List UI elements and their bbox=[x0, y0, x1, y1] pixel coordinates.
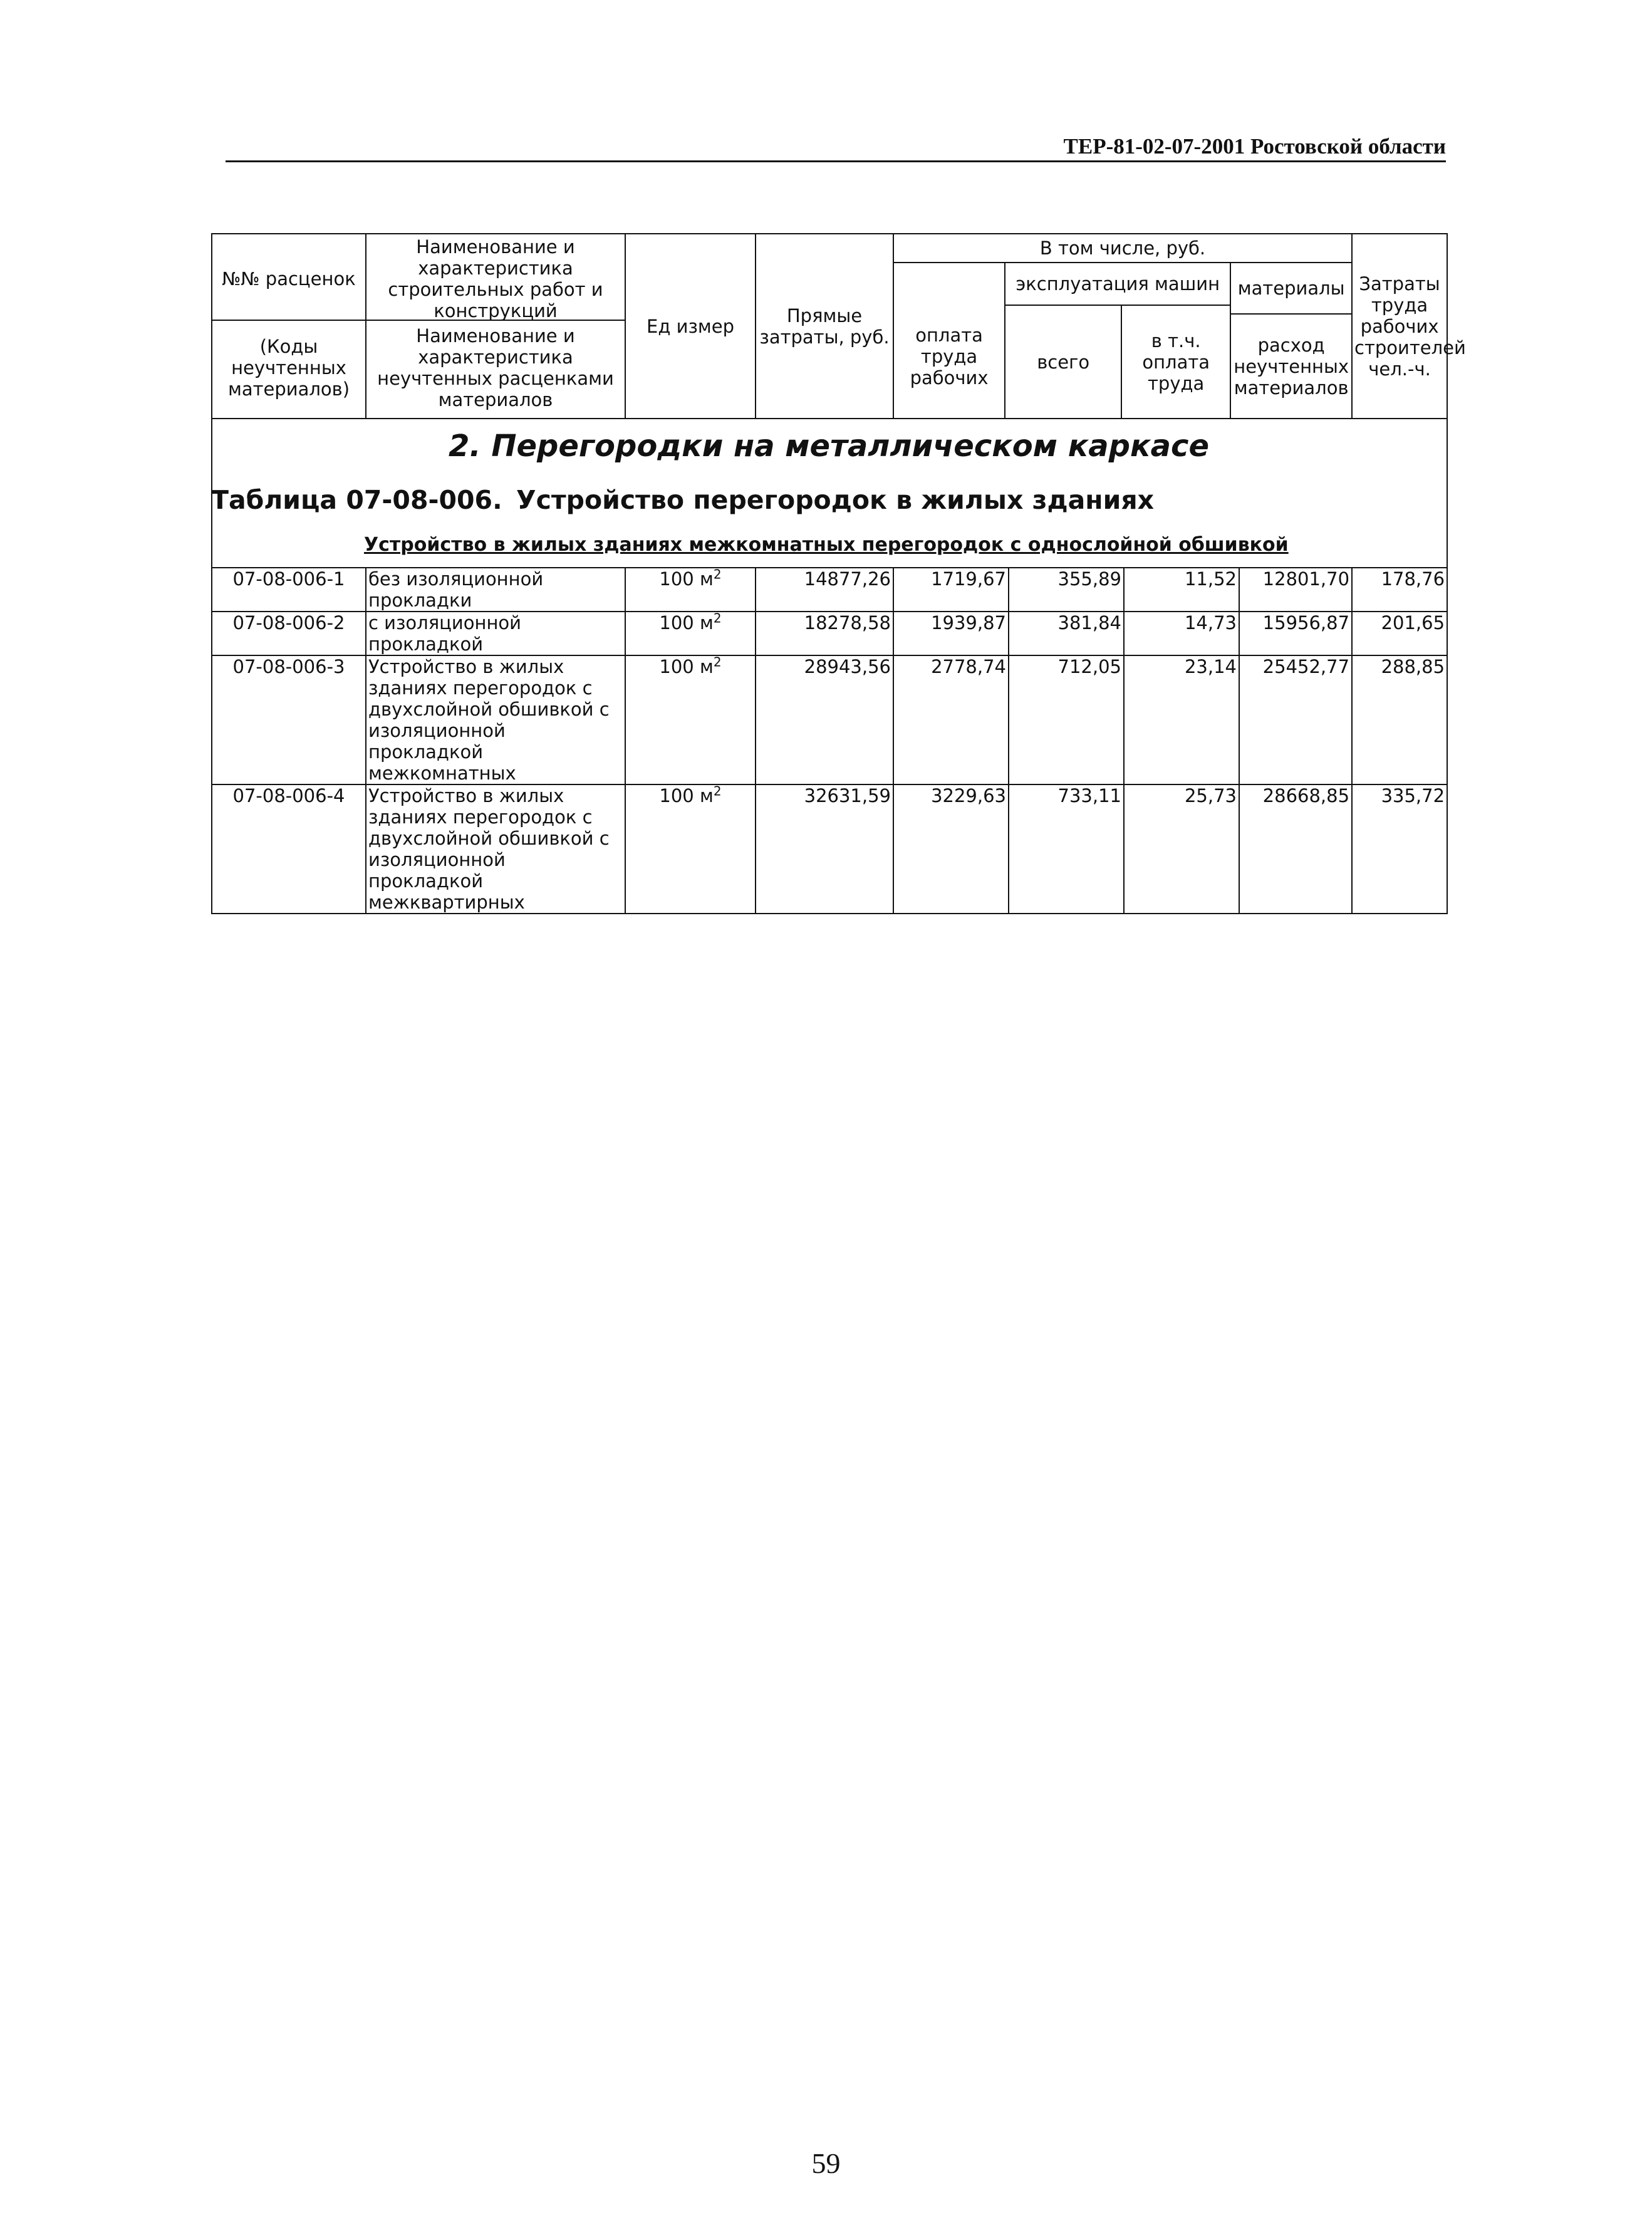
row-name: без изоляционной прокладки bbox=[366, 568, 625, 612]
row-machines-labor: 11,52 bbox=[1124, 568, 1239, 612]
row-machines-total: 712,05 bbox=[1009, 655, 1124, 784]
rates-table bbox=[211, 233, 1466, 914]
row-machines-total: 355,89 bbox=[1009, 568, 1124, 612]
table-label: Таблица bbox=[211, 485, 338, 515]
row-unit: 100 $м^2$ bbox=[625, 568, 756, 612]
row-materials: 28668,85 bbox=[1239, 784, 1352, 914]
row-direct-costs: 28943,56 bbox=[756, 655, 893, 784]
header-materials: материалы bbox=[1231, 263, 1351, 315]
header-materials-consumption: расход неучтенных материалов bbox=[1234, 334, 1349, 399]
subsection-title: Устройство в жилых зданиях межкомнатных перегородок с однослойной обшивкой bbox=[364, 534, 1289, 556]
row-name: Устройство в жилых зданиях перегородок с двухслойной обшивкой с изоляционной прокладкой межкомнатных bbox=[366, 655, 625, 784]
header-code-top: №№ расценок bbox=[212, 238, 365, 321]
document-header bbox=[226, 132, 1446, 162]
row-direct-costs: 14877,26 bbox=[756, 568, 893, 612]
header-labor-cost: Затраты труда рабочих строителей чел.-ч. bbox=[1352, 234, 1447, 419]
row-labor-cost: 201,65 bbox=[1352, 612, 1447, 655]
row-labor-cost: 288,85 bbox=[1352, 655, 1447, 784]
header-code-bottom: (Коды неучтенных материалов) bbox=[227, 335, 350, 400]
row-labor-pay: 1719,67 bbox=[893, 568, 1009, 612]
rates-sheet bbox=[211, 233, 1466, 937]
header-labor-pay: оплата труда рабочих bbox=[894, 263, 1005, 418]
header-machines-labor: в т.ч. оплата труда bbox=[1142, 330, 1210, 394]
page-number: 59 bbox=[811, 2147, 841, 2179]
row-machines-total: 733,11 bbox=[1009, 784, 1124, 914]
table-row bbox=[212, 784, 1447, 914]
row-code: 07-08-006-2 bbox=[212, 612, 366, 655]
row-labor-pay: 1939,87 bbox=[893, 612, 1009, 655]
row-name: с изоляционной прокладкой bbox=[366, 612, 625, 655]
row-name: Устройство в жилых зданиях перегородок с двухслойной обшивкой с изоляционной прокладкой межквартирных bbox=[366, 784, 625, 914]
section-title: 2. Перегородки на металлическом каркасе bbox=[448, 429, 1210, 464]
row-labor-cost: 178,76 bbox=[1352, 568, 1447, 612]
row-direct-costs: 32631,59 bbox=[756, 784, 893, 914]
header-machines-total: всего bbox=[1005, 306, 1122, 418]
header-incl-group: В том числе, руб. bbox=[894, 234, 1351, 263]
row-direct-costs: 18278,58 bbox=[756, 612, 893, 655]
row-code: 07-08-006-1 bbox=[212, 568, 366, 612]
table-row bbox=[212, 612, 1447, 655]
row-code: 07-08-006-3 bbox=[212, 655, 366, 784]
row-machines-total: 381,84 bbox=[1009, 612, 1124, 655]
row-labor-cost: 335,72 bbox=[1352, 784, 1447, 914]
row-materials: 25452,77 bbox=[1239, 655, 1352, 784]
header-direct-costs: Прямые затраты, руб. bbox=[756, 234, 893, 419]
header-row bbox=[212, 234, 1447, 419]
header-name-cell bbox=[366, 234, 625, 419]
header-machines-group: эксплуатация машин bbox=[1005, 263, 1230, 306]
row-labor-pay: 3229,63 bbox=[893, 784, 1009, 914]
row-unit: 100 $м^2$ bbox=[625, 784, 756, 914]
row-labor-pay: 2778,74 bbox=[893, 655, 1009, 784]
row-machines-labor: 14,73 bbox=[1124, 612, 1239, 655]
table-row bbox=[212, 568, 1447, 612]
header-name-bottom: Наименование и характеристика неучтенных расценками материалов bbox=[377, 325, 614, 410]
header-breakdown bbox=[893, 234, 1352, 419]
header-code-cell bbox=[212, 234, 366, 419]
header-unit: Ед измер bbox=[625, 234, 756, 419]
table-row bbox=[212, 655, 1447, 784]
document-code: ТЕР-81-02-07-2001 Ростовской области bbox=[1063, 134, 1446, 159]
row-machines-labor: 25,73 bbox=[1124, 784, 1239, 914]
row-materials: 15956,87 bbox=[1239, 612, 1352, 655]
table-title bbox=[211, 484, 1154, 516]
table-name: Устройство перегородок в жилых зданиях bbox=[516, 485, 1155, 515]
table-number: 07-08-006. bbox=[346, 485, 502, 515]
row-unit: 100 $м^2$ bbox=[625, 612, 756, 655]
row-code: 07-08-006-4 bbox=[212, 784, 366, 914]
header-name-top: Наименование и характеристика строительных работ и конструкций bbox=[366, 238, 625, 321]
row-unit: 100 $м^2$ bbox=[625, 655, 756, 784]
row-materials: 12801,70 bbox=[1239, 568, 1352, 612]
row-machines-labor: 23,14 bbox=[1124, 655, 1239, 784]
